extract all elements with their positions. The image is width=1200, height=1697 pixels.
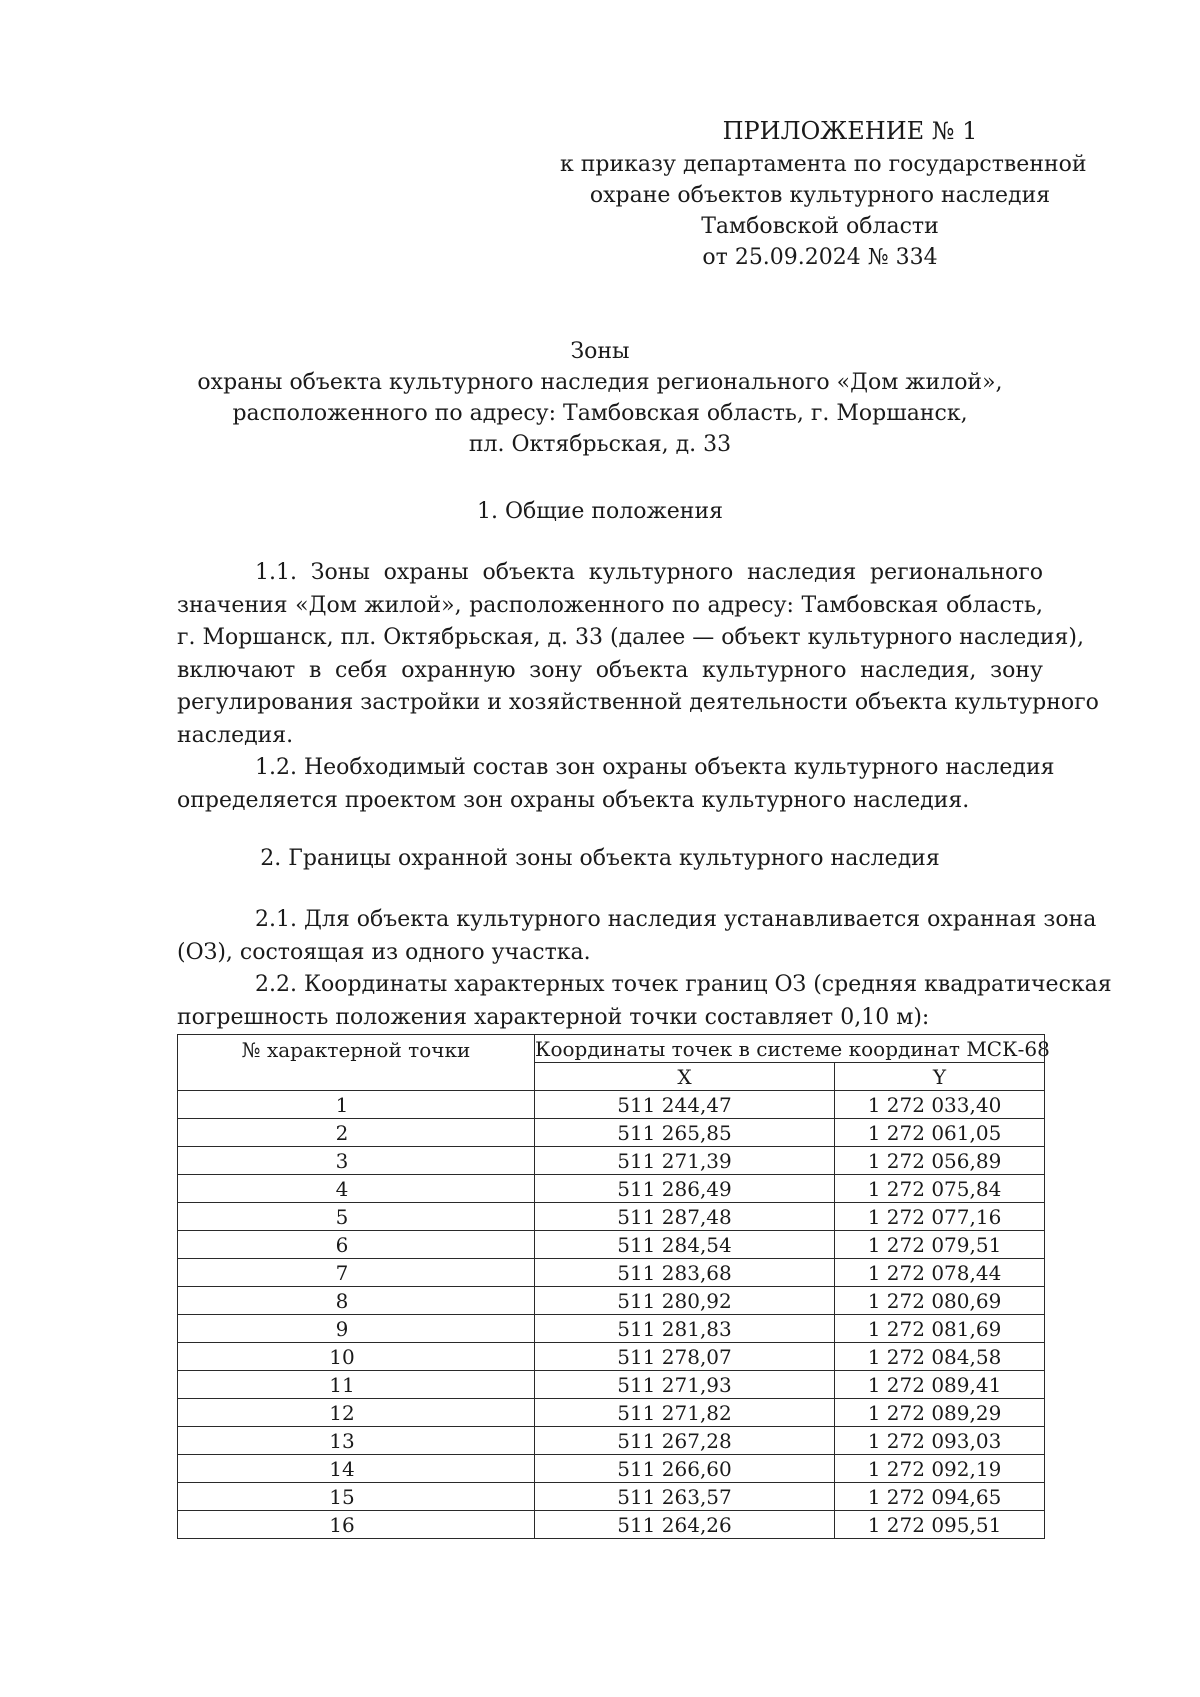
x-coordinate-cell: 511 264,26 [535, 1511, 835, 1539]
paragraph-1-1 [177, 557, 1099, 752]
table-row [178, 1399, 1045, 1427]
x-coordinate-cell: 511 287,48 [535, 1203, 835, 1231]
x-coordinate-cell: 511 263,57 [535, 1483, 835, 1511]
point-number-cell: 10 [178, 1343, 535, 1371]
header-x: X [535, 1063, 835, 1091]
table-row [178, 1119, 1045, 1147]
document-title [180, 336, 1020, 460]
table-row [178, 1091, 1045, 1119]
paragraph-line: 1.1. Зоны охраны объекта культурного наследия регионального [255, 560, 1043, 585]
point-number-cell: 2 [178, 1119, 535, 1147]
appendix-header [560, 116, 1087, 273]
y-coordinate-cell: 1 272 093,03 [835, 1427, 1045, 1455]
table-row [178, 1483, 1045, 1511]
coordinates-table [177, 1034, 1050, 1539]
y-coordinate-cell: 1 272 092,19 [835, 1455, 1045, 1483]
table-row [178, 1455, 1045, 1483]
table-body [178, 1091, 1045, 1539]
point-number-cell: 3 [178, 1147, 535, 1175]
point-number-cell: 16 [178, 1511, 535, 1539]
point-number-cell: 13 [178, 1427, 535, 1455]
paragraph-line: определяется проектом зон охраны объекта культурного наследия. [177, 787, 970, 813]
point-number-cell: 6 [178, 1231, 535, 1259]
paragraph-2-1 [177, 904, 1097, 969]
appendix-line-3: Тамбовской области [701, 214, 939, 239]
point-number-cell: 1 [178, 1091, 535, 1119]
table-row [178, 1511, 1045, 1539]
point-number-cell: 7 [178, 1259, 535, 1287]
section-2-heading: 2. Границы охранной зоны объекта культурного наследия [260, 846, 940, 871]
y-coordinate-cell: 1 272 078,44 [835, 1259, 1045, 1287]
paragraph-line: включают в себя охранную зону объекта культурного наследия, зону [177, 657, 1043, 683]
y-coordinate-cell: 1 272 089,29 [835, 1399, 1045, 1427]
x-coordinate-cell: 511 271,82 [535, 1399, 835, 1427]
y-coordinate-cell: 1 272 084,58 [835, 1343, 1045, 1371]
y-coordinate-cell: 1 272 095,51 [835, 1511, 1045, 1539]
y-coordinate-cell: 1 272 061,05 [835, 1119, 1045, 1147]
paragraph-line: значения «Дом жилой», расположенного по адресу: Тамбовская область, [177, 592, 1043, 618]
paragraph-line: (ОЗ), состоящая из одного участка. [177, 939, 591, 965]
table-row [178, 1427, 1045, 1455]
x-coordinate-cell: 511 286,49 [535, 1175, 835, 1203]
header-coordinates: Координаты точек в системе координат МСК-68 [535, 1036, 1050, 1061]
point-number-cell: 9 [178, 1315, 535, 1343]
x-coordinate-cell: 511 267,28 [535, 1427, 835, 1455]
table-row [178, 1343, 1045, 1371]
x-coordinate-cell: 511 266,60 [535, 1455, 835, 1483]
y-coordinate-cell: 1 272 079,51 [835, 1231, 1045, 1259]
appendix-line-1: к приказу департамента по государственной [560, 152, 1087, 177]
table-row [178, 1371, 1045, 1399]
table-row [178, 1175, 1045, 1203]
appendix-date: от 25.09.2024 № 334 [702, 245, 938, 270]
x-coordinate-cell: 511 271,93 [535, 1371, 835, 1399]
y-coordinate-cell: 1 272 077,16 [835, 1203, 1045, 1231]
table-header-row [178, 1035, 1045, 1063]
x-coordinate-cell: 511 283,68 [535, 1259, 835, 1287]
header-point-number: № характерной точки [178, 1035, 535, 1091]
title-line-4: пл. Октябрьская, д. 33 [468, 432, 732, 457]
paragraph-line: г. Моршанск, пл. Октябрьская, д. 33 (далее — объект культурного наследия), [177, 625, 1084, 650]
title-line-1: Зоны [570, 339, 630, 364]
x-coordinate-cell: 511 278,07 [535, 1343, 835, 1371]
table-row [178, 1203, 1045, 1231]
point-number-cell: 11 [178, 1371, 535, 1399]
point-number-cell: 5 [178, 1203, 535, 1231]
paragraph-2-2 [177, 969, 1112, 1034]
paragraph-line: 2.2. Координаты характерных точек границ ОЗ (средняя квадратическая [255, 972, 1112, 997]
y-coordinate-cell: 1 272 033,40 [835, 1091, 1045, 1119]
y-coordinate-cell: 1 272 089,41 [835, 1371, 1045, 1399]
appendix-line-2: охране объектов культурного наследия [589, 183, 1051, 208]
table-row [178, 1147, 1045, 1175]
table-row [178, 1231, 1045, 1259]
y-coordinate-cell: 1 272 075,84 [835, 1175, 1045, 1203]
x-coordinate-cell: 511 281,83 [535, 1315, 835, 1343]
section-1-heading: 1. Общие положения [477, 499, 723, 524]
x-coordinate-cell: 511 271,39 [535, 1147, 835, 1175]
paragraph-line: регулирования застройки и хозяйственной деятельности объекта культурного [177, 690, 1099, 715]
table-row [178, 1259, 1045, 1287]
appendix-title: ПРИЛОЖЕНИЕ № 1 [722, 117, 978, 145]
paragraph-line: наследия. [177, 722, 294, 748]
point-number-cell: 12 [178, 1399, 535, 1427]
paragraph-1-2 [177, 752, 1055, 817]
x-coordinate-cell: 511 280,92 [535, 1287, 835, 1315]
paragraph-line: 1.2. Необходимый состав зон охраны объекта культурного наследия [255, 755, 1055, 780]
y-coordinate-cell: 1 272 080,69 [835, 1287, 1045, 1315]
y-coordinate-cell: 1 272 094,65 [835, 1483, 1045, 1511]
y-coordinate-cell: 1 272 056,89 [835, 1147, 1045, 1175]
header-y: Y [835, 1063, 1045, 1091]
title-line-3: расположенного по адресу: Тамбовская область, г. Моршанск, [232, 401, 968, 426]
point-number-cell: 8 [178, 1287, 535, 1315]
x-coordinate-cell: 511 284,54 [535, 1231, 835, 1259]
title-line-2: охраны объекта культурного наследия регионального «Дом жилой», [197, 370, 1003, 395]
x-coordinate-cell: 511 265,85 [535, 1119, 835, 1147]
table-row [178, 1287, 1045, 1315]
paragraph-line: погрешность положения характерной точки составляет 0,10 м): [177, 1004, 930, 1030]
point-number-cell: 14 [178, 1455, 535, 1483]
point-number-cell: 4 [178, 1175, 535, 1203]
table-row [178, 1315, 1045, 1343]
point-number-cell: 15 [178, 1483, 535, 1511]
y-coordinate-cell: 1 272 081,69 [835, 1315, 1045, 1343]
paragraph-line: 2.1. Для объекта культурного наследия устанавливается охранная зона [255, 907, 1097, 932]
x-coordinate-cell: 511 244,47 [535, 1091, 835, 1119]
